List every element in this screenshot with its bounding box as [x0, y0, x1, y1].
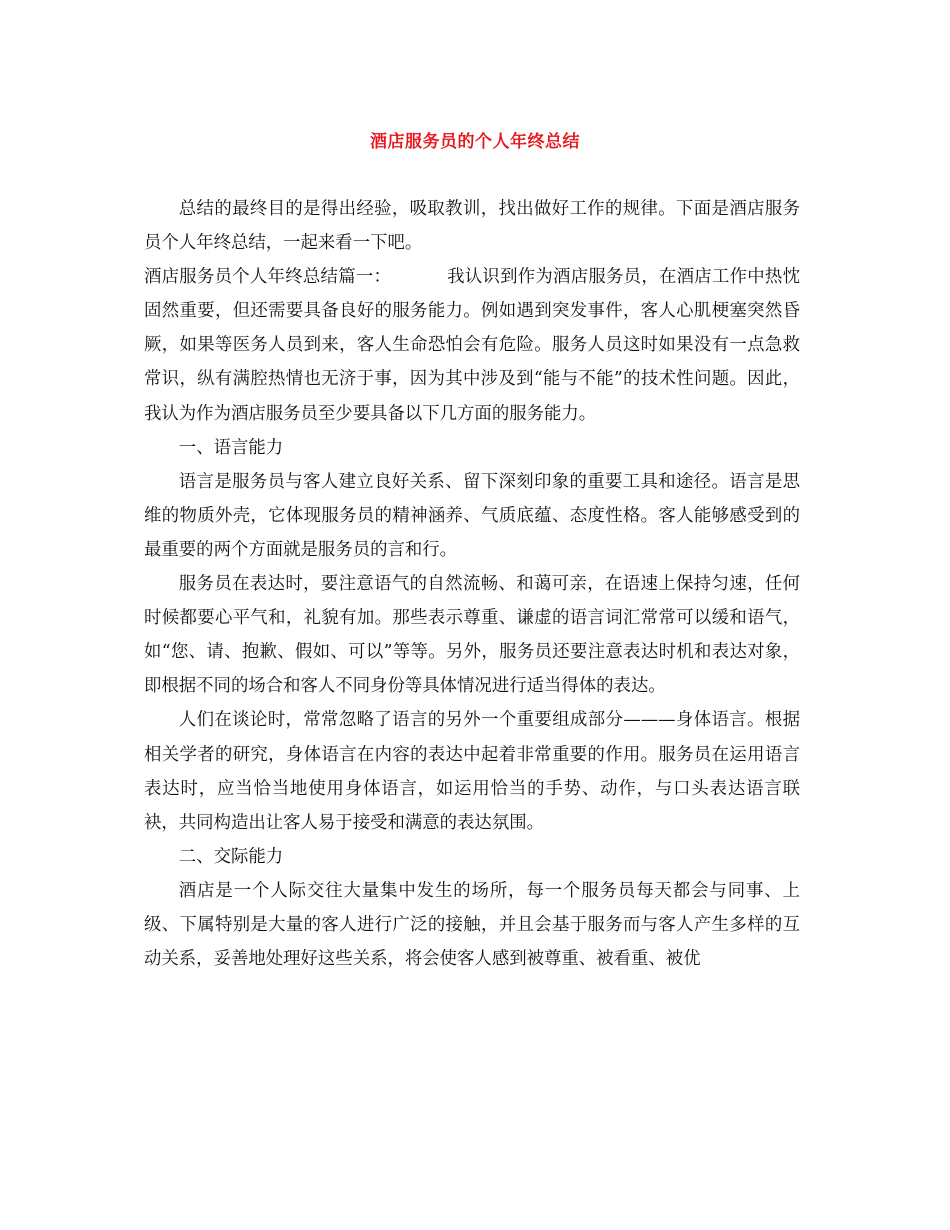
section-heading-social: 二、交际能力 [178, 846, 284, 867]
paragraph-language-2: 服务员在表达时，要注意语气的自然流畅、和蔼可亲，在语速上保持匀速，任何时候都要心平气和，礼貌有加。那些表示尊重、谦虚的语言词汇常常可以缓和语气，如“您、请、抱歉、假如、可以”等等。另外，服务员还要注意表达时机和表达对象，即根据不同的场合和客人不同身份等具体情况进行适当得体的表达。 [144, 574, 800, 697]
intro-paragraph: 总结的最终目的是得出经验，吸取教训，找出做好工作的规律。下面是酒店服务员个人年终总结，一起来看一下吧。 [144, 199, 800, 254]
part-one-paragraph [144, 260, 800, 430]
document-title: 酒店服务员的个人年终总结 [370, 132, 580, 152]
section-heading-language: 一、语言能力 [178, 437, 284, 458]
paragraph-social-1: 酒店是一个人际交往大量集中发生的场所，每一个服务员每天都会与同事、上级、下属特别是大量的客人进行广泛的接触，并且会基于服务而与客人产生多样的互动关系，妥善地处理好这些关系，将会使客人感到被尊重、被看重、被优 [144, 880, 800, 970]
paragraph-language-3: 人们在谈论时，常常忽略了语言的另外一个重要组成部分———身体语言。根据相关学者的研究，身体语言在内容的表达中起着非常重要的作用。服务员在运用语言表达时，应当恰当地使用身体语言，如运用恰当的手势、动作，与口头表达语言联袂，共同构造出让客人易于接受和满意的表达氛围。 [144, 710, 800, 833]
part-label: 酒店服务员个人年终总结篇一： [144, 267, 392, 288]
part-text: 我认识到作为酒店服务员，在酒店工作中热忱固然重要，但还需要具备良好的服务能力。例如遇到突发事件，客人心肌梗塞突然昏厥，如果等医务人员到来，客人生命恐怕会有危险。服务人员这时如果没有一点急救常识，纵有满腔热情也无济于事，因为其中涉及到“能与不能”的技术性问题。因此，我认为作为酒店服务员至少要具备以下几方面的服务能力。 [144, 267, 800, 424]
document-body [144, 192, 800, 976]
paragraph-language-1: 语言是服务员与客人建立良好关系、留下深刻印象的重要工具和途径。语言是思维的物质外壳，它体现服务员的精神涵养、气质底蕴、态度性格。客人能够感受到的最重要的两个方面就是服务员的言和行。 [144, 471, 800, 560]
